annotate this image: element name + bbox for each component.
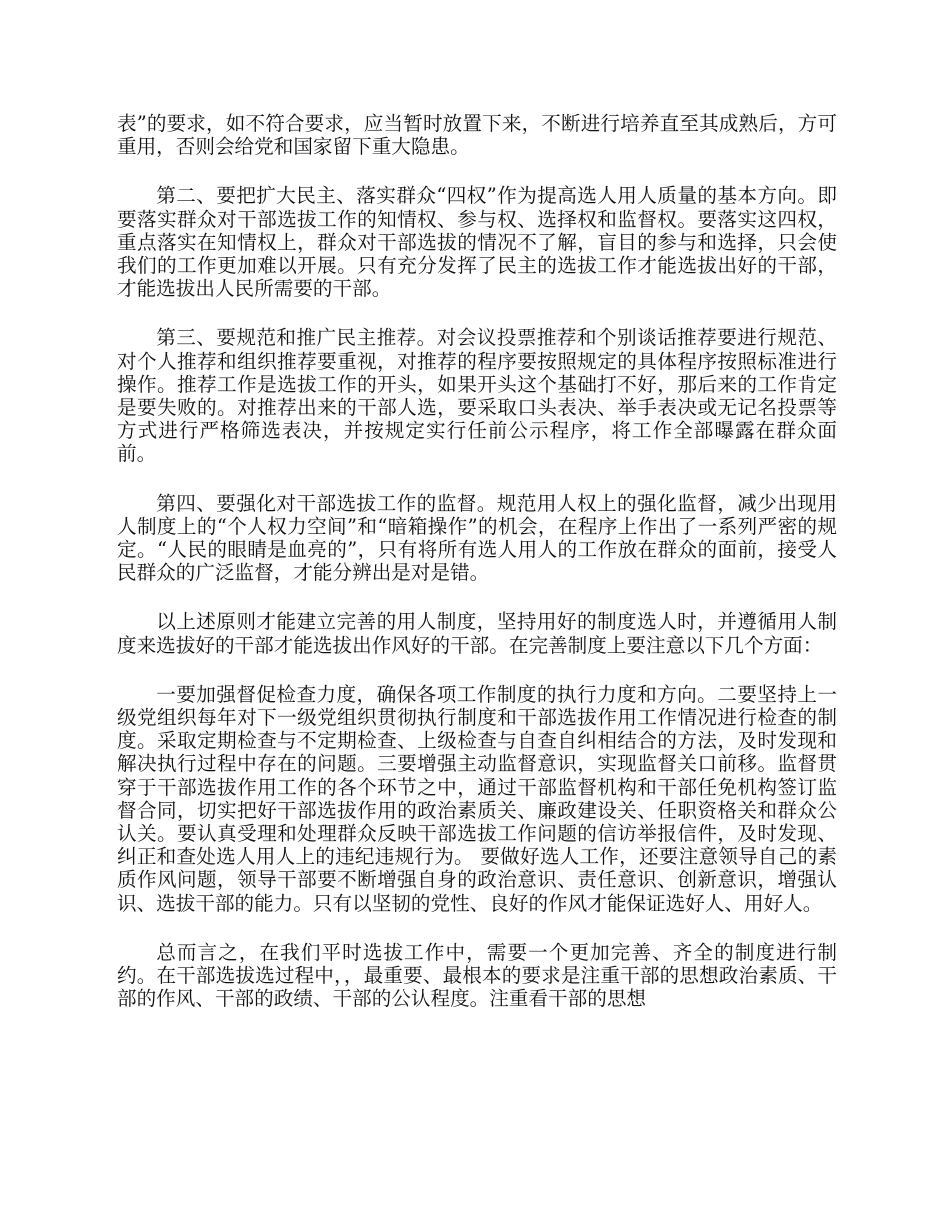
paragraph-supervision-measures: 一要加强督促检查力度，确保各项工作制度的执行力度和方向。二要坚持上一级党组织每年对下一级党组织贯彻执行制度和干部选拔作用工作情况进行检查的制度。采取定期检查与不定期检查、上级检查与自查自纠相结合的方法，及时发现和解决执行过程中存在的问题。三要增强主动监督意识，实现监督关口前移。监督贯穿于干部选拔作用工作的各个环节之中，通过干部监督机构和干部任免机构签订监督合同，切实把好干部选拔作用的政治素质关、廉政建设关、任职资格关和群众公认关。要认真受理和处理群众反映干部选拔工作问题的信访举报信件，及时发现、纠正和查处选人用人上的违纪违规行为。 要做好选人工作，还要注意领导自己的素质作风问题，领导干部要不断增强自身的政治意识、责任意识、创新意识，增强认识、选拔干部的能力。只有以坚韧的党性、良好的作风才能保证选好人、用好人。: [117, 682, 837, 915]
paragraph-second-principle: 第二、要把扩大民主、落实群众“四权”作为提高选人用人质量的基本方向。即要落实群众对干部选拔工作的知情权、参与权、选择权和监督权。要落实这四权，重点落实在知情权上，群众对干部选拔的情况不了解，盲目的参与和选择，只会使我们的工作更加难以开展。只有充分发挥了民主的选拔工作才能选拔出好的干部，才能选拔出人民所需要的干部。: [117, 184, 837, 301]
paragraph-continuation: 表”的要求，如不符合要求，应当暂时放置下来，不断进行培养直至其成熟后，方可重用，否则会给党和国家留下重大隐患。: [117, 112, 837, 159]
paragraph-third-principle: 第三、要规范和推广民主推荐。对会议投票推荐和个别谈话推荐要进行规范、对个人推荐和组织推荐要重视，对推荐的程序要按照规定的具体程序按照标准进行操作。推荐工作是选拔工作的开头，如果开头这个基础打不好，那后来的工作肯定是要失败的。对推荐出来的干部人选，要采取口头表决、举手表决或无记名投票等方式进行严格筛选表决，并按规定实行任前公示程序，将工作全部曝露在群众面前。: [117, 326, 837, 466]
paragraph-conclusion: 总而言之，在我们平时选拔工作中，需要一个更加完善、齐全的制度进行制约。在干部选拔选过程中，，最重要、最根本的要求是注重干部的思想政治素质、干部的作风、干部的政绩、干部的公认程度。注重看干部的思想: [117, 940, 837, 1011]
paragraph-fourth-principle: 第四、要强化对干部选拔工作的监督。规范用人权上的强化监督，减少出现用人制度上的“个人权力空间”和“暗箱操作”的机会，在程序上作出了一系列严密的规定。“人民的眼睛是血亮的”，只有将所有选人用人的工作放在群众的面前，接受人民群众的广泛监督，才能分辨出是对是错。: [117, 491, 837, 585]
paragraph-system-intro: 以上述原则才能建立完善的用人制度，坚持用好的制度选人时，并遵循用人制度来选拔好的干部才能选拔出作风好的干部。在完善制度上要注意以下几个方面：: [117, 610, 837, 657]
document-page: [117, 112, 837, 1011]
